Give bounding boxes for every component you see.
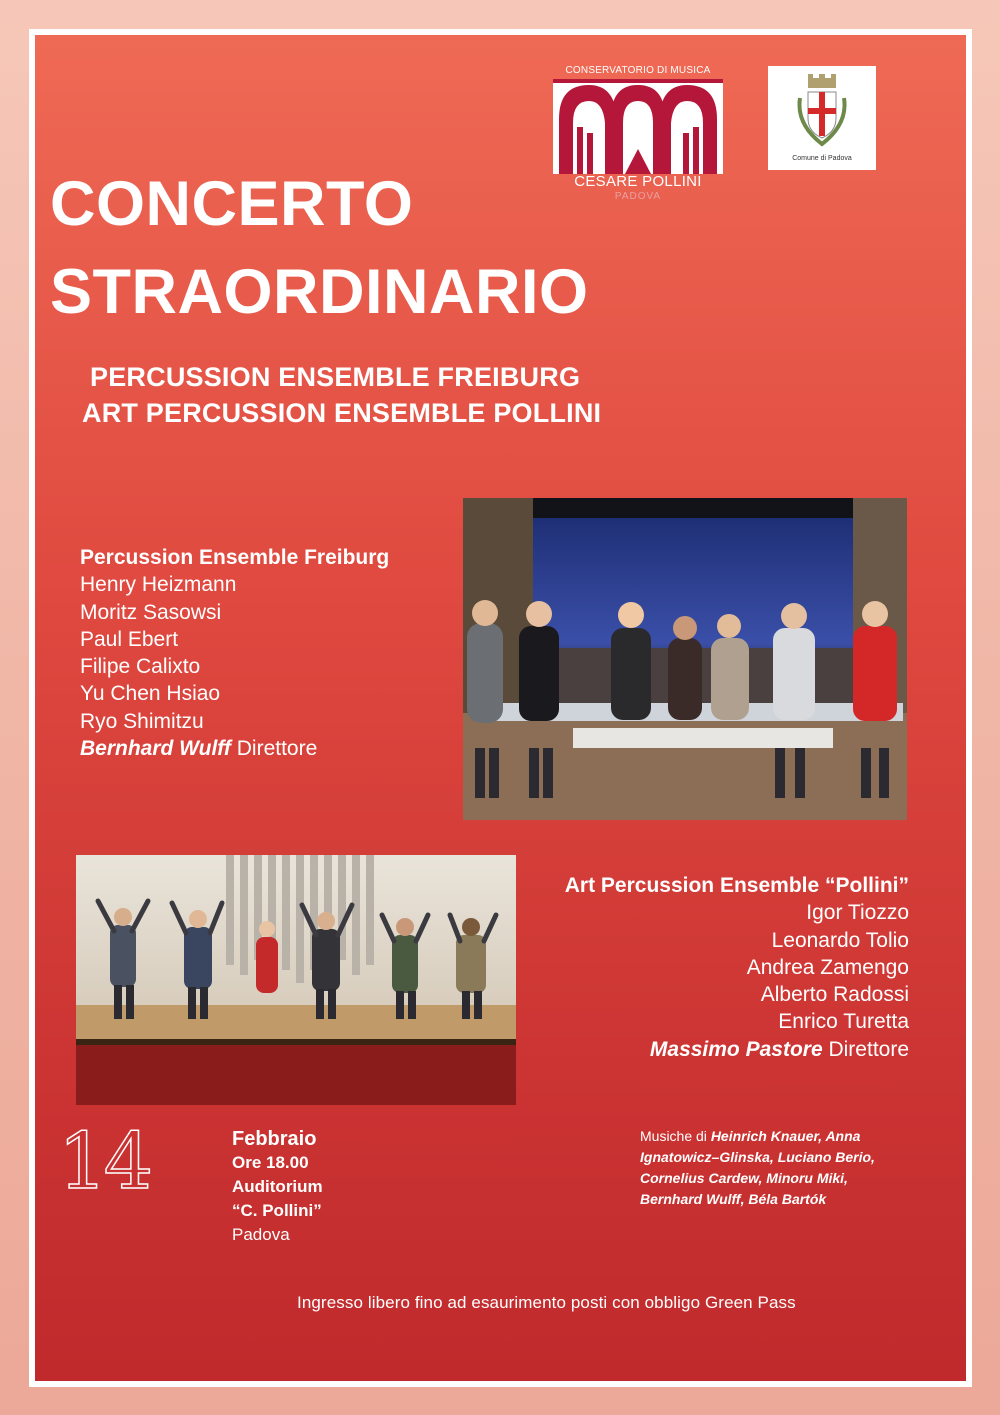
freiburg-member: Henry Heizmann <box>80 573 237 597</box>
pollini-member: Leonardo Tolio <box>771 928 909 952</box>
title-line-1: CONCERTO <box>50 169 414 239</box>
event-venue-1: Auditorium <box>232 1177 323 1196</box>
freiburg-list <box>80 544 389 762</box>
freiburg-member: Moritz Sasowsi <box>80 600 222 624</box>
pollini-member: Andrea Zamengo <box>746 955 909 979</box>
freiburg-member: Filipe Calixto <box>80 655 201 679</box>
event-month: Febbraio <box>232 1128 317 1150</box>
pollini-ensemble-photo <box>76 855 516 1105</box>
subtitle-line-1: PERCUSSION ENSEMBLE FREIBURG <box>90 362 581 392</box>
musiche-prefix: Musiche di <box>640 1128 711 1144</box>
pollini-member: Enrico Turetta <box>778 1010 909 1034</box>
event-venue-2: “C. Pollini” <box>232 1201 322 1220</box>
conservatorio-name: CESARE POLLINI <box>574 173 702 190</box>
comune-caption: Comune di Padova <box>792 155 852 162</box>
conservatorio-city: PADOVA <box>614 191 662 202</box>
title-line-2: STRAORDINARIO <box>50 257 589 327</box>
freiburg-heading: Percussion Ensemble Freiburg <box>80 546 390 569</box>
freiburg-director-role: Direttore <box>230 737 318 761</box>
freiburg-member: Yu Chen Hsiao <box>80 682 221 706</box>
pollini-director <box>565 1036 909 1063</box>
freiburg-ensemble-photo <box>463 498 907 820</box>
pollini-member: Alberto Radossi <box>760 983 909 1007</box>
coat-of-arms-icon <box>794 74 850 150</box>
event-time: Ore 18.00 <box>232 1153 309 1172</box>
pollini-member: Igor Tiozzo <box>806 901 909 925</box>
pollini-list <box>565 872 909 1063</box>
page-title <box>50 160 589 336</box>
freiburg-member: Ryo Shimitzu <box>80 709 204 733</box>
pollini-director-name: Massimo Pastore <box>649 1037 823 1061</box>
event-details <box>232 1127 323 1247</box>
pollini-director-role: Direttore <box>822 1037 909 1061</box>
conservatorio-top-text: CONSERVATORIO DI MUSICA <box>565 65 711 76</box>
footer-note: Ingresso libero fino ad esaurimento posti con obbligo Green Pass <box>297 1293 796 1312</box>
subtitle-line-2: ART PERCUSSION ENSEMBLE POLLINI <box>82 398 602 428</box>
comune-logo <box>768 66 876 170</box>
pollini-heading: Art Percussion Ensemble “Pollini” <box>564 874 909 897</box>
freiburg-director-name: Bernhard Wulff <box>80 737 231 761</box>
event-day: 14 <box>58 1117 150 1207</box>
event-city: Padova <box>232 1225 290 1244</box>
musiche-composers: Heinrich Knauer, Anna Ignatowicz–Glinska, Luciano Berio, Cornelius Cardew, Minoru Miki, Bernhard Wulff, Béla Bartók <box>640 1128 875 1207</box>
musiche-text <box>640 1126 910 1210</box>
freiburg-director <box>80 735 389 762</box>
freiburg-member: Paul Ebert <box>80 627 179 651</box>
